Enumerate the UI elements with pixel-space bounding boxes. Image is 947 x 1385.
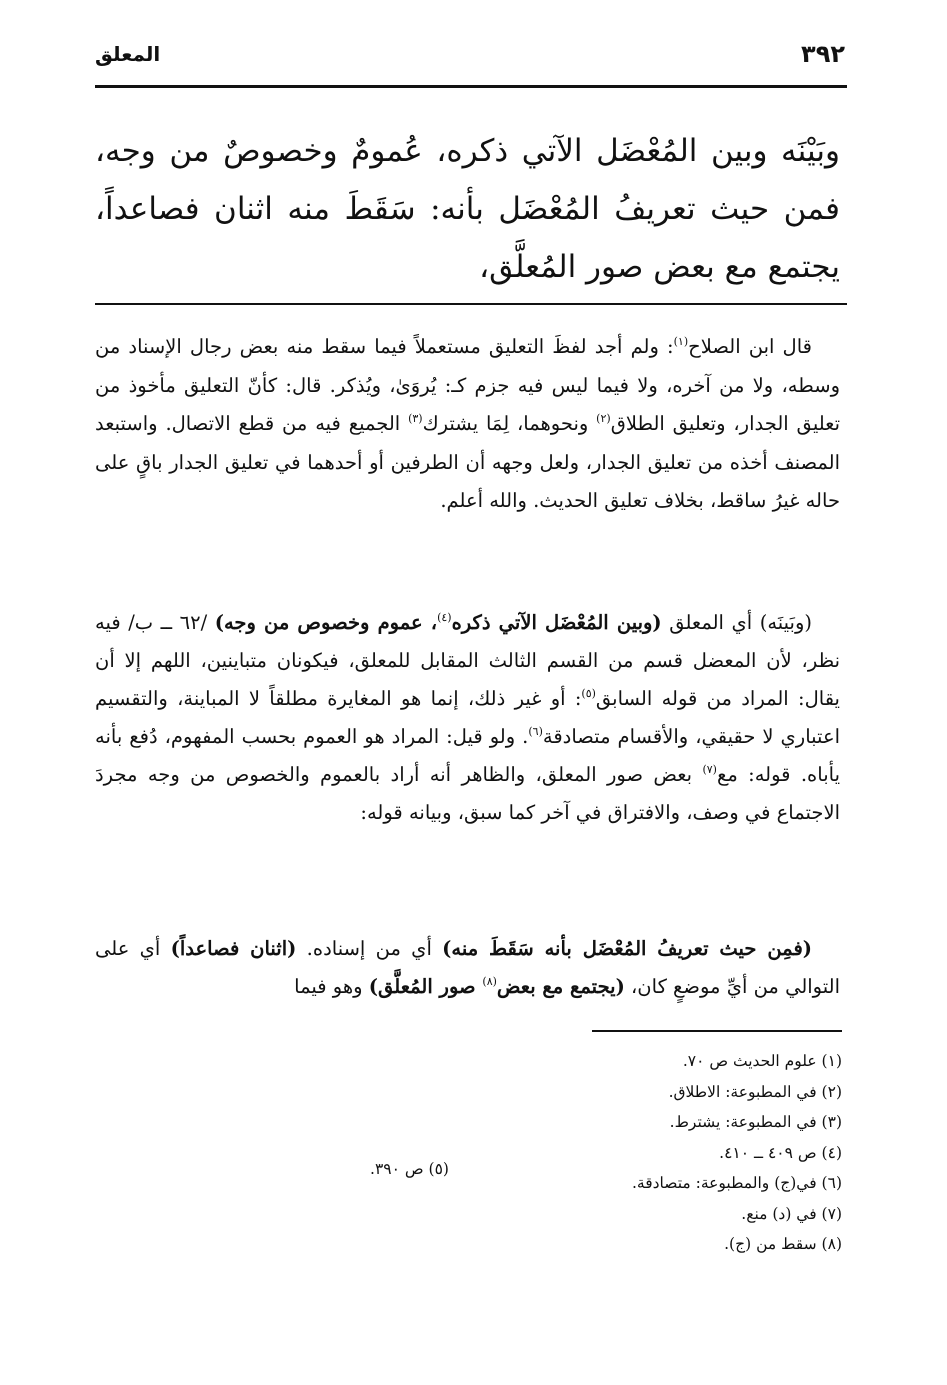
footnote-item: (٦) في(ج) والمطبوعة: متصادقة. (632, 1174, 842, 1192)
footnote-list (442, 1046, 842, 1260)
footnote-item: (٤) ص ٤٠٩ ــ ٤١٠. (719, 1143, 842, 1162)
commentary-paragraph-3 (95, 930, 840, 1006)
commentary-text (95, 930, 840, 1006)
quoted-main-text: ، عموم وخصوص من وجه) (214, 611, 438, 634)
commentary-paragraph-1 (95, 328, 840, 521)
footnote-item: (٨) سقط من (ج). (724, 1235, 842, 1253)
text-run: الجميع فيه من قطع الاتصال. واستبعد المصنف أخذه من تعليق الجدار، ولعل وجهه أن الطرفين أو أحدهما في تعليق الجدار باقٍ على حاله غيرُ ساقط، بخلاف تعليق الحديث. والله أعلم. (95, 412, 840, 512)
text-run: بعض صور المعلق، والظاهر أنه أراد بالعموم والخصوص من وجه مجردَ الاجتماع في وصف، والافتراق في آخر كما سبق، وبيانه قوله: (95, 763, 840, 824)
footnote-rule (592, 1030, 842, 1032)
footnote-ref: (٦) (528, 725, 543, 738)
running-title: المعلق (95, 42, 161, 66)
text-run: (وبَينَه) أي المعلق (661, 611, 812, 634)
text-run: : ولم أجد لفظَ التعليق مستعملاً فيما سقط منه بعض رجال الإسناد من وسطه، ولا من آخره، ولا فيما ليس فيه جزم كـ: يُروَىٰ، ويُذكر. قال: كأنّ التعليق مأخوذ من تعليق الجدار، وتعليق الطلاق (95, 335, 840, 435)
page-number: ٣٩٢ (801, 40, 845, 68)
footnote-item-side: (٥) ص ٣٩٠. (370, 1160, 449, 1178)
quoted-main-text: (اثنان فصاعداً) (170, 937, 297, 960)
footnote-ref: (١) (673, 335, 689, 348)
page-header (95, 38, 845, 80)
text-run: أي على التوالي من أيِّ موضعٍ كان، (95, 937, 840, 998)
footnote-item: (١) علوم الحديث ص ٧٠. (682, 1052, 842, 1070)
quoted-main-text: صور المُعلَّق) (368, 975, 483, 998)
text-run: وهو فيما (294, 975, 369, 998)
footnote-ref: (٨) (482, 975, 497, 988)
footnote-ref: (٧) (702, 763, 717, 776)
text-run: . ولو قيل: المراد هو العموم بحسب المفهوم، دُفع بأنه يأباه. قوله: مع (95, 725, 841, 786)
footnote-ref: (٤) (437, 611, 452, 624)
quoted-main-text: (يجتمع مع بعض (496, 975, 625, 998)
text-run: : أو غير ذلك، إنما هو المغايرة مطلقاً لا المباينة، والتقسيم اعتباري لا حقيقي، والأقسام متصادقة (95, 687, 840, 748)
text-run: قال ابن الصلاح (688, 335, 812, 358)
commentary-text (95, 604, 840, 832)
footnote-ref: (٥) (581, 687, 596, 700)
main-text-rule (95, 303, 847, 305)
commentary-text (95, 328, 840, 521)
text-run: ونحوهما، لِمَا يشترك (422, 412, 597, 435)
footnote-ref: (٣) (408, 412, 423, 425)
footnote-ref: (٢) (596, 412, 611, 425)
text-run: أي من إسناده. (296, 937, 443, 960)
main-text: وبَيْنَه وبين المُعْضَل الآتي ذكره، عُمومٌ وخصوصٌ من وجه، فمن حيث تعريفُ المُعْضَل بأنه: سَقَطَ منه اثنان فصاعداً، يجتمع مع بعض صور المُعلَّق، (95, 133, 840, 285)
quoted-main-text: (وبين المُعْضَل الآتي ذكره (451, 611, 662, 634)
footnote-item: (٣) في المطبوعة: يشترط. (669, 1113, 842, 1131)
commentary-paragraph-2 (95, 604, 840, 832)
header-rule (95, 85, 847, 88)
footnote-item: (٧) في (د) منع. (741, 1204, 842, 1223)
text-run: /٦٢ ــ ب/ فيه نظر، لأن المعضل قسم من القسم الثالث المقابل للمعلق، فيكونان متباينين، اللهم إلا أن يقال: المراد من قوله السابق (95, 611, 840, 710)
quoted-main-text: (فمِن حيث تعريفُ المُعْضَل بأنه سَقَطَ منه) (442, 937, 812, 960)
footnote-item: (٢) في المطبوعة: الاطلاق. (668, 1082, 842, 1101)
